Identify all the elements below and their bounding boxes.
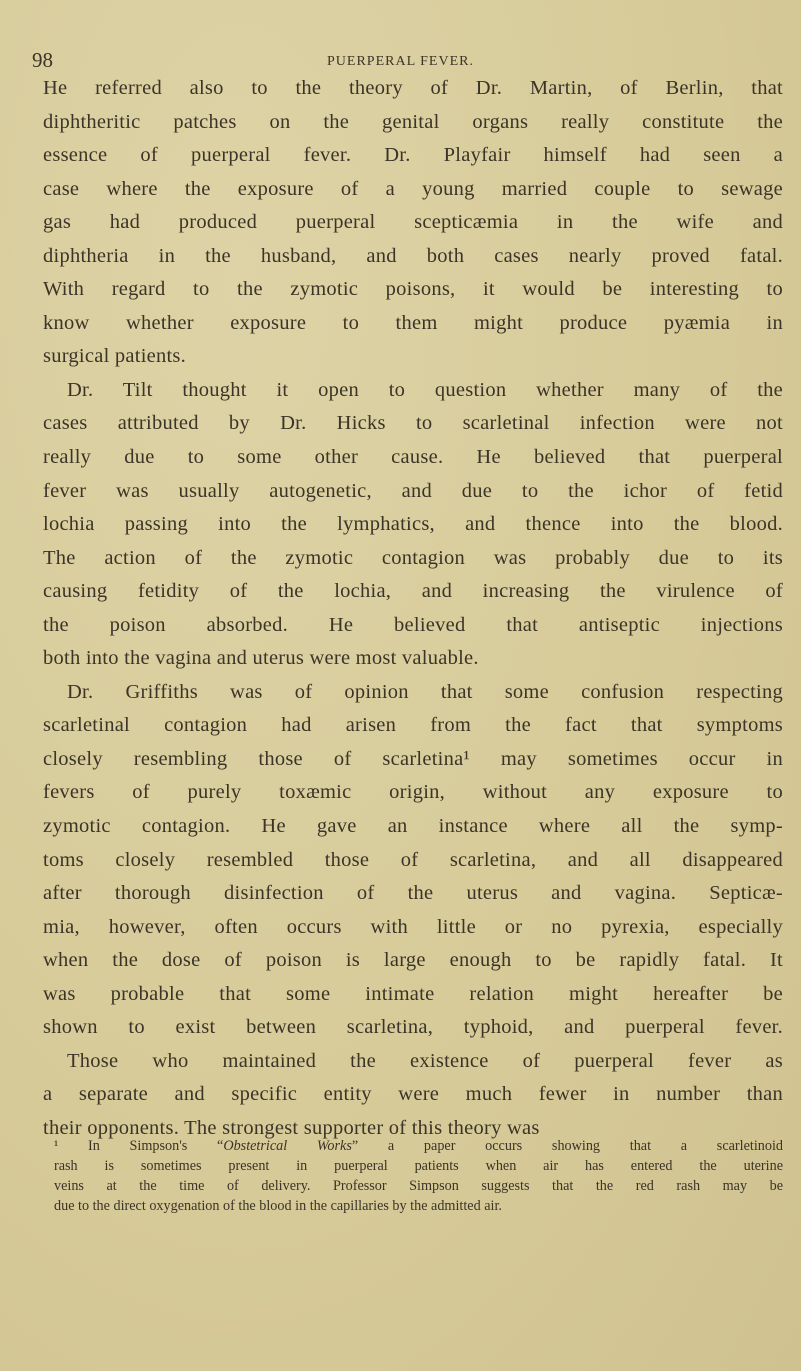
- text-line: was probable that some intimate relation might hereafter be: [43, 982, 783, 1005]
- text-line: zymotic contagion. He gave an instance where all the symp-: [43, 815, 783, 838]
- text-line: a separate and specific entity were much fewer in number than: [43, 1083, 783, 1106]
- text-line: Those who maintained the existence of puerperal fever as: [67, 1049, 783, 1072]
- text-line: both into the vagina and uterus were most valuable.: [43, 647, 479, 670]
- text-line: fever was usually autogenetic, and due to the ichor of fetid: [43, 479, 783, 502]
- body-text: [43, 72, 783, 1146]
- text-line: gas had produced puerperal scepticæmia in the wife and: [43, 211, 783, 234]
- text-line: mia, however, often occurs with little or no pyrexia, especially: [43, 915, 783, 938]
- text-line: causing fetidity of the lochia, and increasing the virulence of: [43, 580, 783, 603]
- text-line: the poison absorbed. He believed that antiseptic injections: [43, 613, 783, 636]
- text-line: Dr. Tilt thought it open to question whether many of the: [67, 378, 783, 401]
- text-line: essence of puerperal fever. Dr. Playfair himself had seen a: [43, 144, 783, 167]
- text-line: when the dose of poison is large enough to be rapidly fatal. It: [43, 949, 783, 972]
- text-line: closely resembling those of scarletina¹ may sometimes occur in: [43, 747, 783, 770]
- footnote-line: rash is sometimes present in puerperal patients when air has entered the uterine: [54, 1158, 783, 1174]
- text-line: shown to exist between scarletina, typhoid, and puerperal fever.: [43, 1016, 783, 1039]
- text-line: He referred also to the theory of Dr. Martin, of Berlin, that: [43, 77, 783, 99]
- text-line: after thorough disinfection of the uterus and vagina. Septicæ-: [43, 882, 783, 905]
- footnote-book-title: Obstetrical Works: [223, 1138, 352, 1154]
- text-line: diphtheritic patches on the genital organs really constitute the: [43, 110, 783, 133]
- text-line: their opponents. The strongest supporter of this theory was: [43, 1116, 540, 1139]
- footnote-line: [54, 1136, 783, 1156]
- footnote-text: ¹ In Simpson's “: [54, 1138, 224, 1154]
- text-line: toms closely resembled those of scarletina, and all disappeared: [43, 848, 783, 871]
- footnote: [54, 1136, 783, 1216]
- text-line: fevers of purely toxæmic origin, without any exposure to: [43, 781, 783, 804]
- text-line: really due to some other cause. He believed that puerperal: [43, 446, 783, 469]
- text-line: know whether exposure to them might produce pyæmia in: [43, 311, 783, 334]
- text-line: case where the exposure of a young married couple to sewage: [43, 177, 783, 200]
- footnote-line: due to the direct oxygenation of the blood in the capillaries by the admitted air.: [54, 1198, 502, 1214]
- footnote-text: ” a paper occurs showing that a scarletinoid: [351, 1138, 783, 1154]
- text-line: The action of the zymotic contagion was probably due to its: [43, 546, 783, 569]
- text-line: lochia passing into the lymphatics, and thence into the blood.: [43, 513, 783, 536]
- text-line: diphtheria in the husband, and both cases nearly proved fatal.: [43, 244, 783, 267]
- text-line: Dr. Griffiths was of opinion that some confusion respecting: [67, 680, 783, 703]
- page-number: 98: [32, 48, 53, 72]
- text-line: scarletinal contagion had arisen from the fact that symptoms: [43, 714, 783, 737]
- running-title: PUERPERAL FEVER.: [327, 54, 474, 69]
- text-line: cases attributed by Dr. Hicks to scarletinal infection were not: [43, 412, 783, 435]
- text-line: surgical patients.: [43, 345, 187, 368]
- footnote-line: veins at the time of delivery. Professor Simpson suggests that the red rash may be: [54, 1178, 783, 1194]
- text-line: With regard to the zymotic poisons, it would be interesting to: [43, 278, 783, 301]
